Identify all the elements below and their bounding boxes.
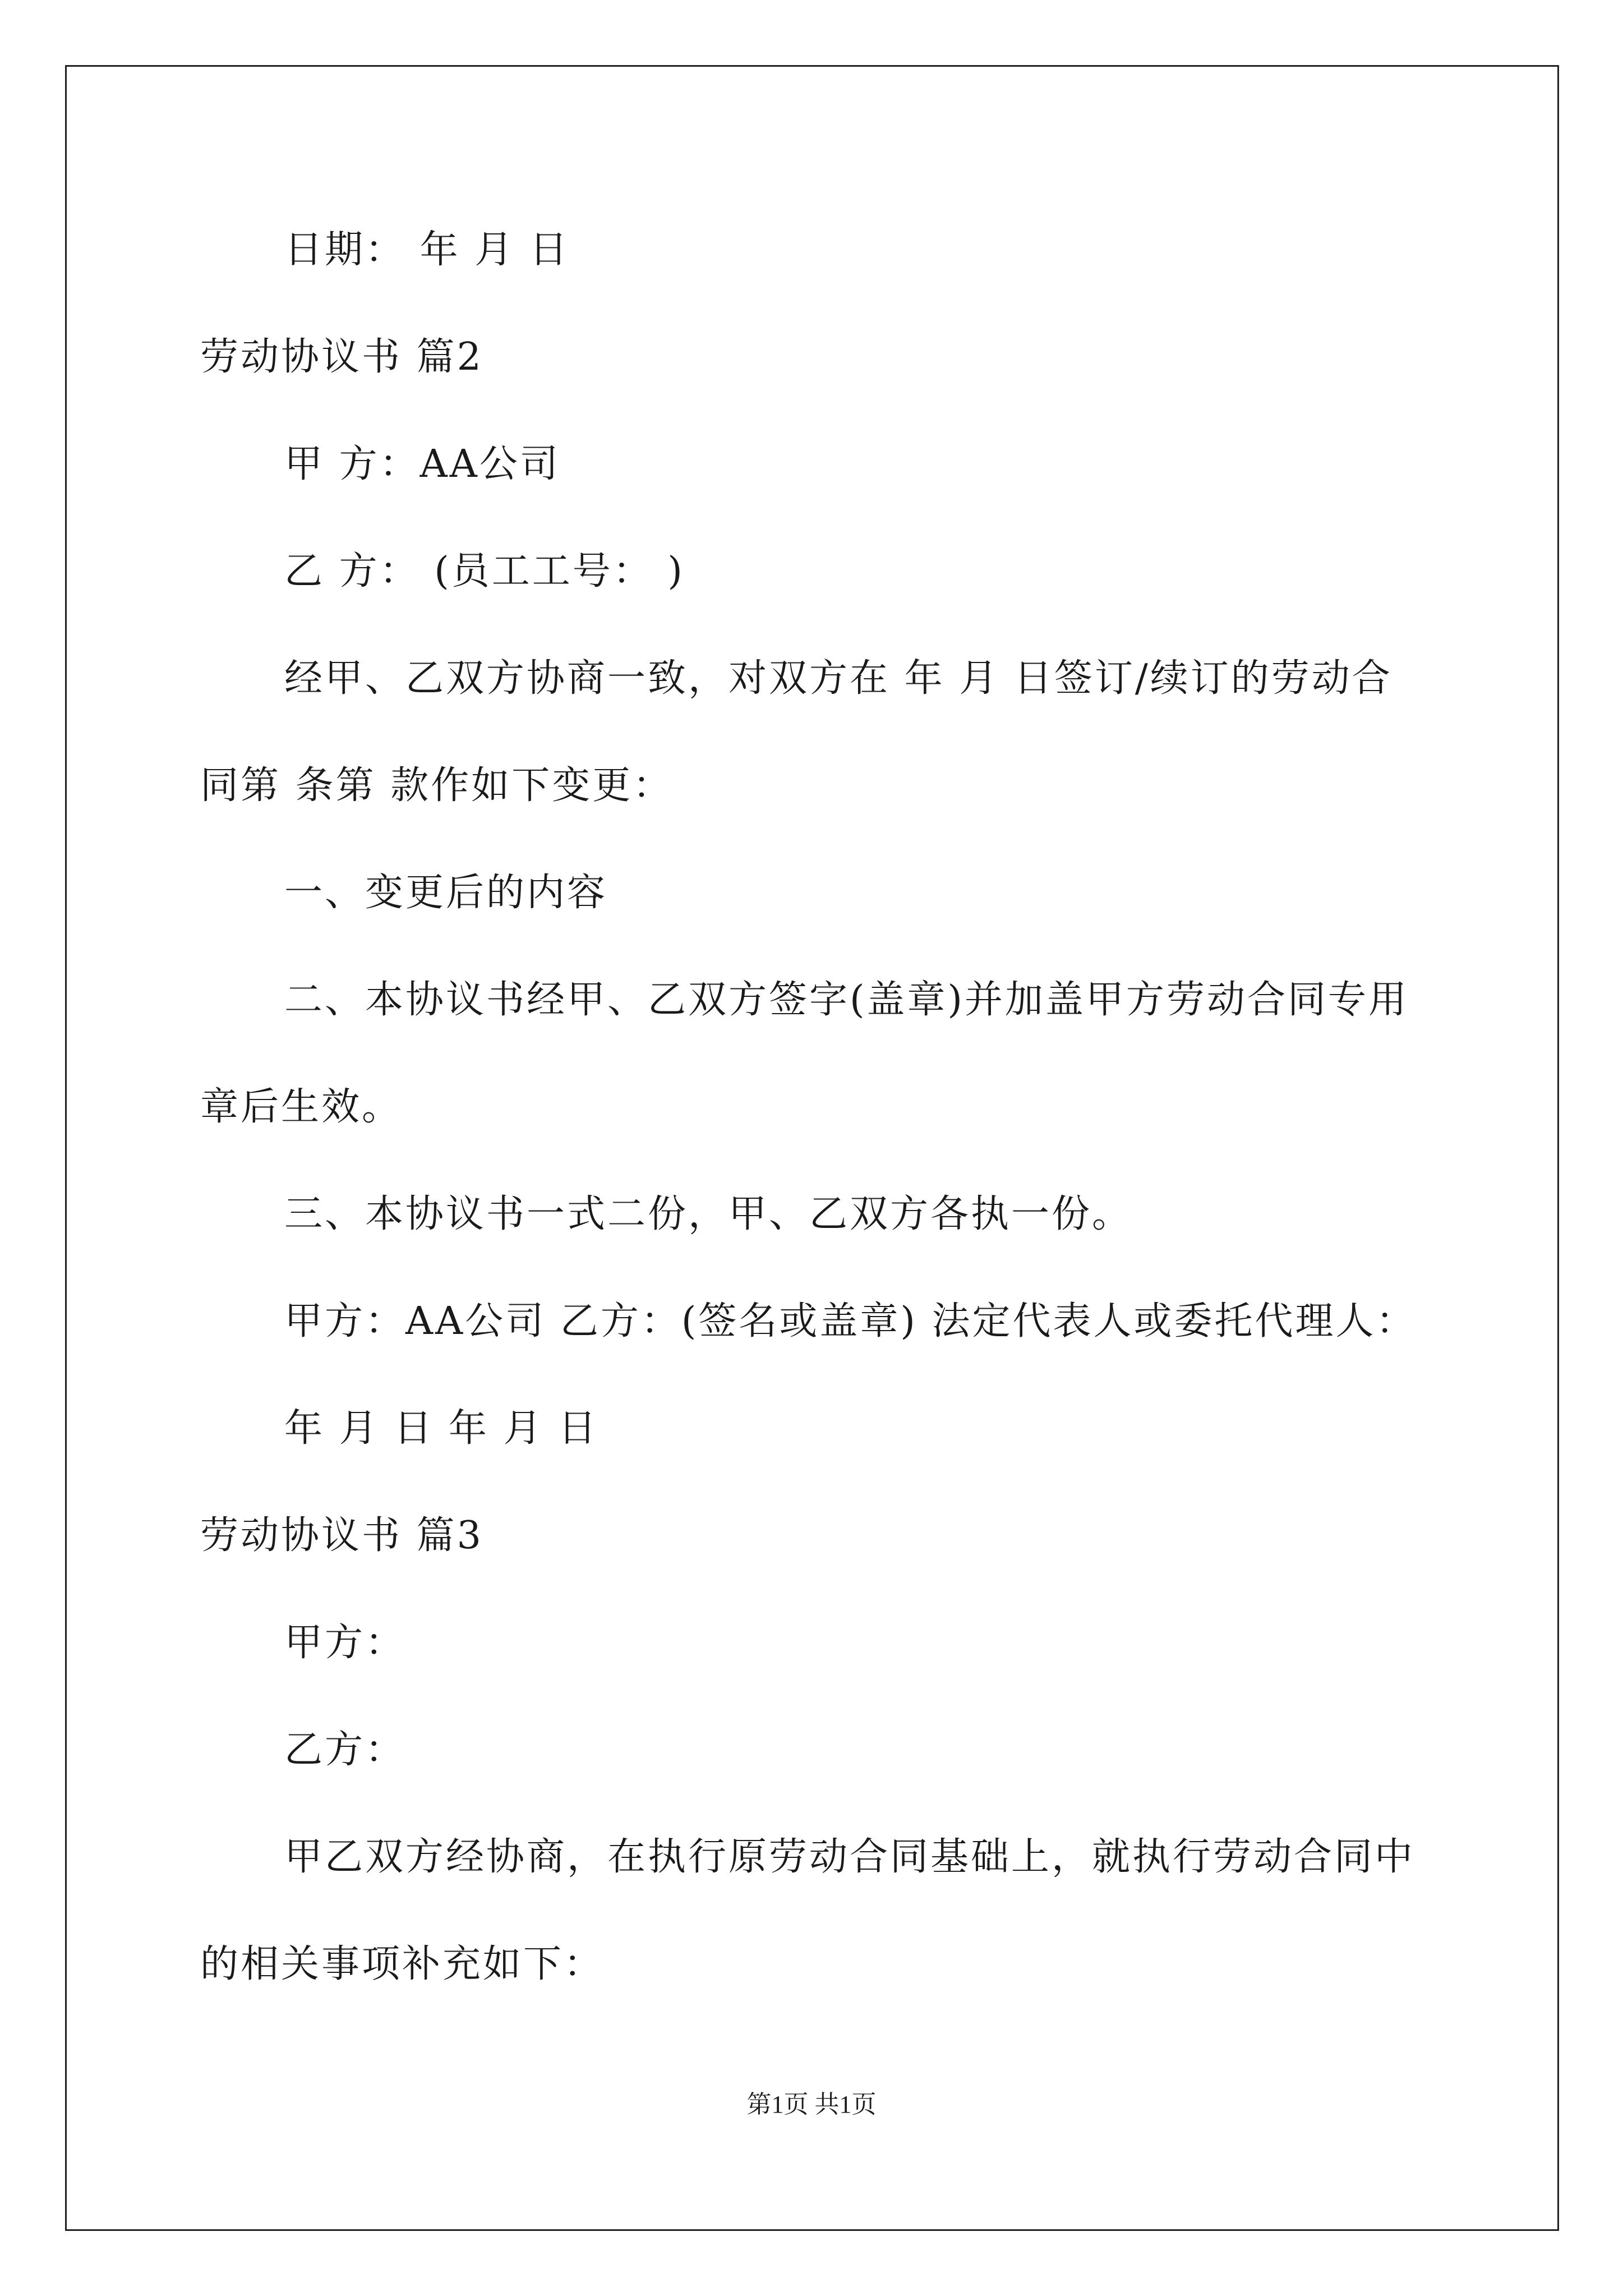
party-b-line: 乙 方： (员工工号： ): [284, 549, 685, 593]
clause-2-line: 章后生效。: [200, 1085, 403, 1129]
section-heading-2: 劳动协议书 篇2: [200, 335, 483, 379]
page-number-footer: 第1页 共1页: [746, 2091, 877, 2118]
body-paragraph-line: 经甲、乙双方协商一致，对双方在 年 月 日签订/续订的劳动合: [284, 656, 1393, 701]
section-heading-3: 劳动协议书 篇3: [200, 1513, 483, 1558]
signature-date-line: 年 月 日 年 月 日: [284, 1406, 599, 1451]
date-line: 日期： 年 月 日: [284, 228, 570, 272]
clause-2-line: 二、本协议书经甲、乙双方签字(盖章)并加盖甲方劳动合同专用: [284, 978, 1409, 1022]
party-a-line: 甲 方：AA公司: [284, 442, 560, 486]
party-b-line: 乙方：: [284, 1728, 406, 1772]
signature-line: 甲方：AA公司 乙方：(签名或盖章) 法定代表人或委托代理人：: [284, 1299, 1417, 1343]
body-paragraph-line: 甲乙双方经协商，在执行原劳动合同基础上，就执行劳动合同中: [284, 1835, 1415, 1879]
clause-3: 三、本协议书一式二份，甲、乙双方各执一份。: [284, 1192, 1133, 1236]
party-a-line: 甲方：: [284, 1621, 406, 1665]
body-paragraph-line: 的相关事项补充如下：: [200, 1942, 605, 1986]
page-border: [65, 65, 1559, 2231]
clause-1: 一、变更后的内容: [284, 871, 608, 915]
body-paragraph-line: 同第 条第 款作如下变更：: [200, 763, 674, 808]
